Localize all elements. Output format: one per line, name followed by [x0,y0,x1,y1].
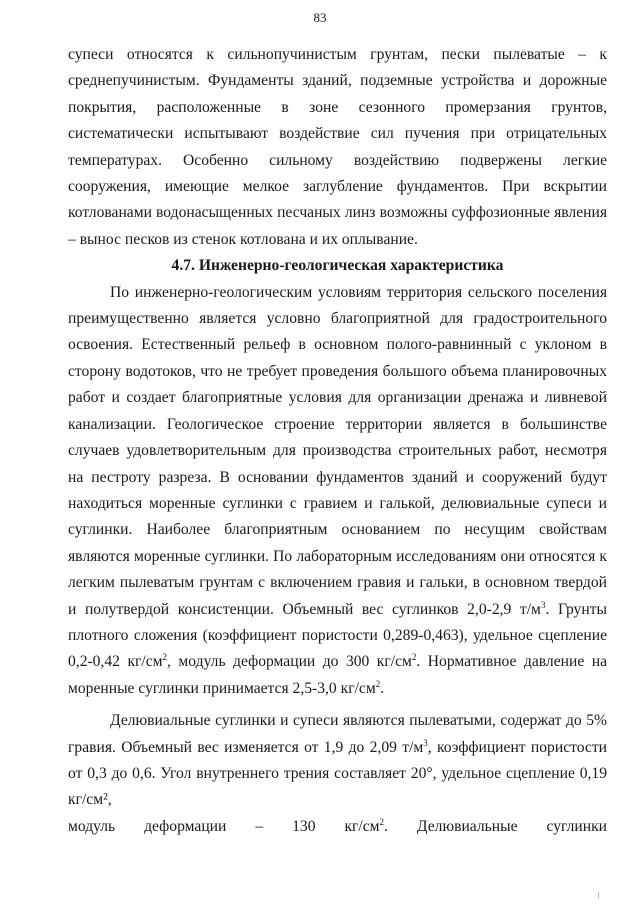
superscript: 3 [423,737,428,748]
word: деформации [144,817,227,835]
word: 130 [292,817,316,835]
paragraph-text: . Грунты плотного сложения (коэффициент пористости 0,289-0,463), удельное сцепление 0,2-0,42 кг/см [68,600,607,671]
paragraph-text: , коэффициент пористости от 0,3 до 0,6. Угол внутреннего трения составляет 20°, удельное сцепление 0,19 кг/см², [68,738,607,809]
paragraph-text: , модуль деформации до 300 кг/см [167,653,412,671]
paragraph-frost-heave: супеси относятся к сильнопучинистым грунтам, пески пылеватые – к среднепучинистым. Фундаменты зданий, подземные устройства и дорожные покрытия, расположенные в зоне сезонного промерзания грунтов, систематически испытывают воздействие сил пучения при отрицательных температурах. Особенно сильному воздействию подвержены легкие сооружения, имеющие мелкое заглубление фундаментов. При вскрытии котлованами водонасыщенных песчаных линз возможны суффозионные явления – вынос песков из стенок котлована и их оплывание. [68,46,607,248]
unit-text: кг/см [344,817,380,835]
punctuation: . [384,817,388,835]
paragraph-text: . [380,679,385,697]
page-number: 83 [313,10,327,25]
word [344,814,388,840]
superscript: 2 [411,652,417,663]
paragraph-engineering-geology [68,280,607,703]
scan-mark [598,892,599,899]
paragraph-text: По инженерно-геологическим условиям территория сельского поселения преимущественно является условно благоприятной для градостроительного освоения. Естественный рельеф в основном полого-равнинный с уклоном в сторону водотоков, что не требует проведения большого объема планировочных работ и создает благоприятные условия для организации дренажа и ливневой канализации. Геологическое строение территории является в большинстве случаев удовлетворительным для производства строительных работ, несмотря на пестроту разреза. В основании фундаментов зданий и сооружений будут находиться моренные суглинки с гравием и галькой, делювиальные супеси и суглинки. Наиболее благоприятным основанием по несущим свойствам являются моренные суглинки. По лабораторным исследованиям они относятся к легким пылеватым грунтам с включением гравия и гальки, в основном твердой и полутвердой консистенции. Объемный вес суглинков 2,0-2,9 т/м [68,283,607,618]
word: модуль [68,817,116,835]
word: суглинки [546,817,607,835]
superscript: 2 [162,652,168,663]
paragraph-last-line [68,814,607,840]
paragraph-text: . Нормативное давление на моренные суглинки принимается 2,5-3,0 кг/см [68,653,607,697]
superscript: 2 [379,816,385,827]
word: Делювиальные [416,817,518,835]
superscript: 3 [540,599,546,610]
paragraph-deluvial-soils [68,708,607,814]
paragraph-text: Делювиальные суглинки и супеси являются пылеватыми, содержат до 5% гравия. Объемный вес изменяется от 1,9 до 2,09 т/м [68,712,607,756]
superscript: 2 [375,678,381,689]
document-body [68,42,607,840]
word: – [255,817,264,835]
section-heading: 4.7. Инженерно-геологическая характеристика [171,257,504,275]
